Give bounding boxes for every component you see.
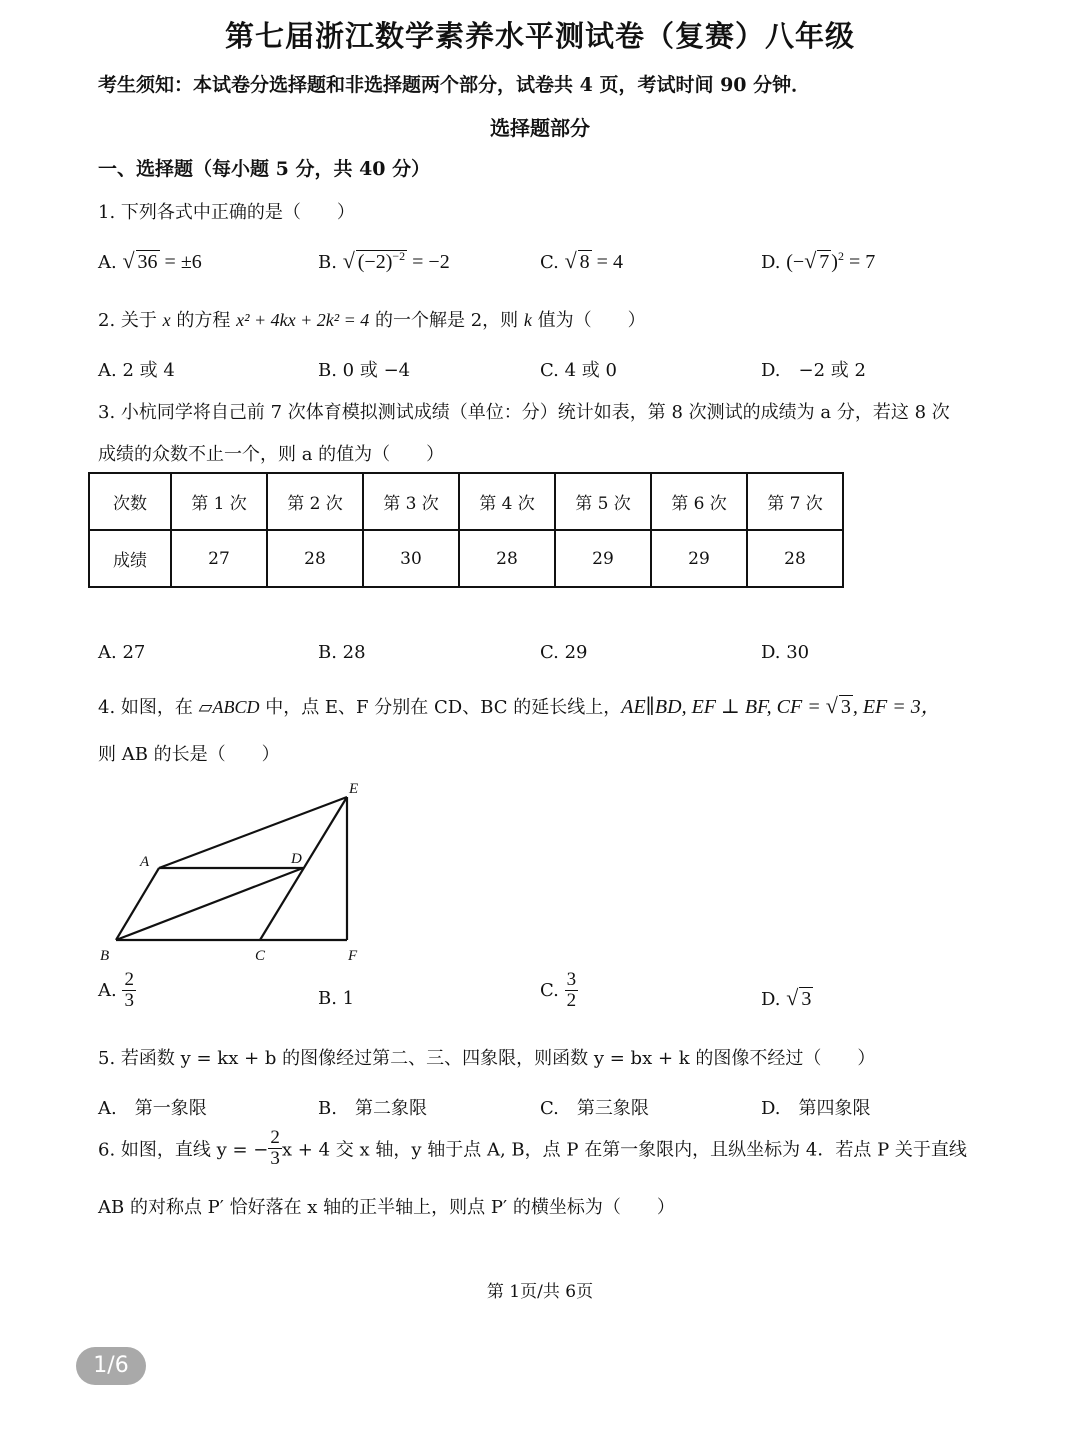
q4-option-a: A. $\frac{2}{3}$ [98, 969, 134, 1011]
table-cell: 第 5 次 [555, 473, 651, 530]
question-5-stem: 5. 若函数 y = kx + b 的图像经过第二、三、四象限，则函数 y = bx + k 的图像不经过（ ） [98, 1048, 876, 1069]
point-label-d: D [291, 851, 302, 867]
page-title: 第七届浙江数学素养水平测试卷（复赛）八年级 [224, 19, 855, 53]
table-cell: 第 7 次 [747, 473, 843, 530]
question-1-stem: 1. 下列各式中正确的是（ ） [98, 202, 355, 223]
segment-bd [116, 868, 303, 940]
q4-option-b: B. 1 [318, 988, 355, 1009]
page-footer: 第 1页/共 6页 [486, 1282, 594, 1302]
score-table [88, 472, 844, 588]
table-cell: 28 [747, 530, 843, 587]
point-label-c: C [255, 948, 266, 964]
question-3-stem-line1: 3. 小杭同学将自己前 7 次体育模拟测试成绩（单位：分）统计如表，第 8 次测试的成绩为 a 分，若这 8 次 [98, 402, 950, 423]
question-4-stem-line1: 4. 如图，在 ▱ABCD 中，点 E、F 分别在 CD、BC 的延长线上，AE∥BD, EF ⊥ BF, CF = √ 3 , EF = 3， [98, 693, 941, 718]
section-title: 选择题部分 [490, 116, 590, 140]
q3-option-a: A. 27 [98, 642, 146, 663]
segment-ba [116, 868, 159, 940]
q2-option-b: B. 0 或 −4 [318, 360, 411, 381]
question-3-stem-line2: 成绩的众数不止一个，则 a 的值为（ ） [98, 444, 445, 465]
question-6-stem-line1: 6. 如图，直线 y = − $\frac{2}{3}$ x + 4 交 x 轴，y 轴于点 A, B，点 P 在第一象限内，且纵坐标为 4．若点 P 关于直线 [98, 1127, 967, 1169]
table-cell: 第 3 次 [363, 473, 459, 530]
q5-option-b: B. 第二象限 [318, 1098, 427, 1119]
table-cell: 成绩 [89, 530, 171, 587]
table-header-row [89, 473, 843, 530]
q2-option-d: D. −2 或 2 [761, 360, 866, 381]
table-cell: 28 [459, 530, 555, 587]
table-cell: 30 [363, 530, 459, 587]
point-label-b: B [100, 948, 110, 964]
table-cell: 29 [651, 530, 747, 587]
q3-option-c: C. 29 [540, 642, 588, 663]
page-indicator: 1/6 [76, 1347, 146, 1385]
q2-option-a: A. 2 或 4 [98, 360, 175, 381]
table-row [89, 530, 843, 587]
table-cell: 次数 [89, 473, 171, 530]
q5-option-d: D. 第四象限 [761, 1098, 871, 1119]
q1-option-c: C. √ 8 = 4 [540, 248, 623, 273]
table-cell: 29 [555, 530, 651, 587]
table-cell: 第 6 次 [651, 473, 747, 530]
question-4-stem-line2: 则 AB 的长是（ ） [98, 744, 280, 765]
q5-option-a: A. 第一象限 [98, 1098, 207, 1119]
table-cell: 第 2 次 [267, 473, 363, 530]
table-cell: 27 [171, 530, 267, 587]
q3-option-b: B. 28 [318, 642, 366, 663]
question-6-stem-line2: AB 的对称点 P′ 恰好落在 x 轴的正半轴上，则点 P′ 的横坐标为（ ） [98, 1197, 675, 1218]
q3-option-d: D. 30 [761, 642, 810, 663]
point-label-f: F [348, 948, 358, 964]
q1-option-d: D. (−√ 7 )$^2$ = 7 [761, 248, 876, 273]
table-cell: 第 4 次 [459, 473, 555, 530]
q4-option-d: D. √ 3 [761, 985, 812, 1010]
parallelogram-figure [90, 772, 380, 968]
point-label-a: A [140, 854, 150, 870]
exam-notice: 考生须知：本试卷分选择题和非选择题两个部分，试卷共 4 页，考试时间 90 分钟． [98, 74, 811, 96]
table-cell: 28 [267, 530, 363, 587]
q4-option-c: C. $\frac{3}{2}$ [540, 969, 577, 1011]
question-2-stem: 2. 关于 x 的方程 x² + 4kx + 2k² = 4 的一个解是 2，则 k 值为（ ） [98, 310, 646, 331]
table-cell: 第 1 次 [171, 473, 267, 530]
segment-ae [159, 797, 347, 868]
q1-option-b: B. √ $(-2)^{-2} = -2$ [318, 248, 450, 273]
part-title: 一、选择题（每小题 5 分，共 40 分） [98, 158, 431, 180]
q2-option-c: C. 4 或 0 [540, 360, 617, 381]
point-label-e: E [349, 781, 359, 797]
q1-option-a: A. √ 36 = ±6 [98, 248, 202, 273]
q5-option-c: C. 第三象限 [540, 1098, 649, 1119]
